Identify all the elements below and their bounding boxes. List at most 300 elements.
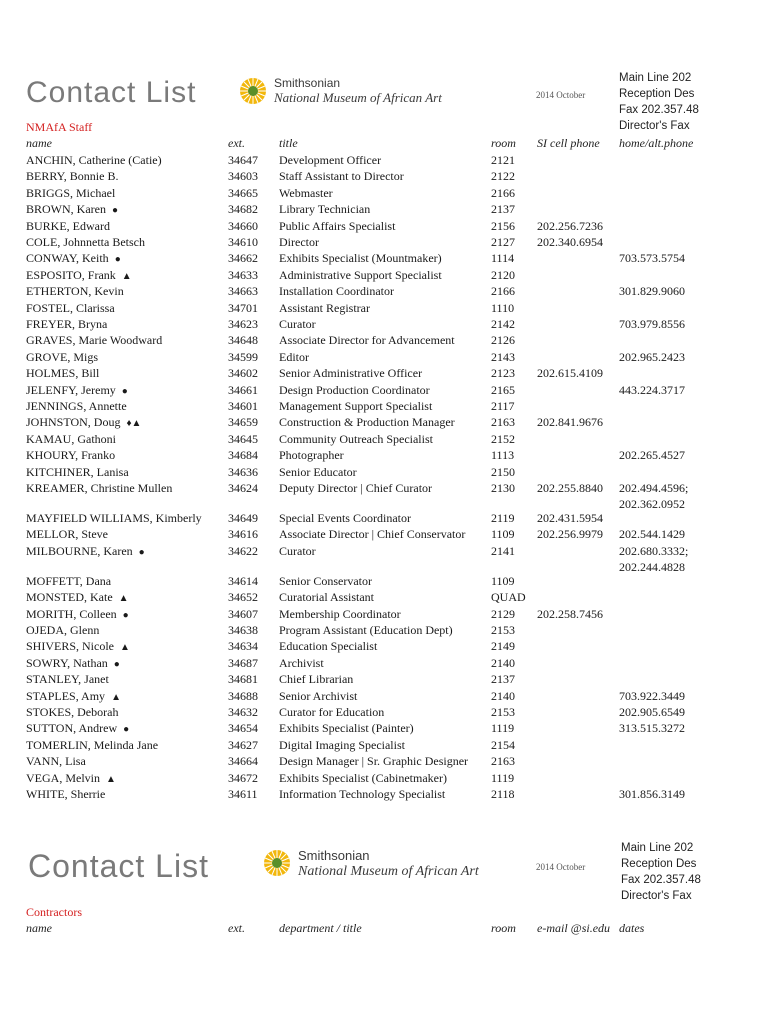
staff-name: SUTTON, Andrew — [26, 721, 118, 736]
staff-name: KAMAU, Gathoni — [26, 431, 116, 446]
status-marker-icon: ▲ — [121, 270, 132, 282]
room-cell: 2127 — [491, 235, 515, 249]
main-contact-block — [619, 70, 768, 134]
staff-name: ANCHIN, Catherine (Catie) — [26, 153, 162, 167]
contact-line: Main Line 202 — [619, 72, 692, 84]
date-label: 2014 October — [536, 90, 586, 100]
table-row — [0, 168, 768, 184]
staff-name: MELLOR, Steve — [26, 527, 108, 542]
staff-name: WHITE, Sherrie — [26, 787, 106, 801]
table-row — [0, 464, 768, 480]
home-phone-cell: 443.224.3717 — [619, 382, 685, 397]
ext-cell: 34681 — [228, 672, 258, 687]
name-cell — [26, 464, 129, 480]
title-cell: Associate Director for Advancement — [279, 333, 455, 348]
table-row — [0, 753, 768, 769]
ext-cell: 34672 — [228, 770, 258, 785]
title-cell: Community Outreach Specialist — [279, 431, 433, 446]
title-cell: Education Specialist — [279, 639, 378, 654]
table-row — [0, 638, 768, 654]
page-header-2 — [0, 840, 768, 920]
ext-cell: 34599 — [228, 349, 258, 364]
smithsonian-logo — [238, 74, 478, 114]
table-row — [0, 526, 768, 542]
cell-phone-cell: 202.256.7236 — [537, 218, 603, 233]
table-row — [0, 267, 768, 283]
ext-cell: 34684 — [228, 448, 258, 463]
staff-name: MONSTED, Kate — [26, 590, 113, 605]
table-row — [0, 622, 768, 638]
table-row — [0, 589, 768, 605]
name-cell — [26, 447, 115, 463]
name-cell — [26, 431, 116, 447]
room-cell: 2166 — [491, 185, 515, 200]
table-row — [0, 737, 768, 753]
home-phone-cell: 202.544.1429 — [619, 527, 685, 542]
column-header-cell: SI cell phone — [537, 136, 600, 150]
staff-name: SHIVERS, Nicole — [26, 639, 114, 654]
name-cell — [26, 573, 111, 589]
sunburst-logo-icon — [262, 848, 292, 878]
ext-cell: 34624 — [228, 481, 258, 495]
name-cell — [26, 753, 86, 769]
staff-name: STOKES, Deborah — [26, 705, 119, 719]
table-row — [0, 688, 768, 704]
column-header-department: department / title — [279, 921, 362, 935]
staff-name: OJEDA, Glenn — [26, 623, 100, 637]
title-cell: Curator — [279, 543, 316, 558]
title-cell: Curatorial Assistant — [279, 590, 374, 605]
ext-cell: 34661 — [228, 382, 258, 397]
room-cell: 2150 — [491, 464, 515, 479]
status-marker-icon: ▲ — [120, 642, 130, 654]
room-cell: 2123 — [491, 366, 515, 381]
status-marker-icon: ● — [123, 724, 130, 736]
room-cell: 2140 — [491, 655, 515, 670]
home-phone-cell: 202.265.4527 — [619, 448, 685, 463]
title-cell: Senior Conservator — [279, 573, 372, 588]
home-phone-cell: 703.922.3449 — [619, 688, 685, 703]
name-cell — [26, 606, 129, 624]
staff-name: MOFFETT, Dana — [26, 573, 112, 588]
status-marker-icon: ● — [113, 658, 120, 670]
name-cell — [26, 526, 108, 542]
ext-cell: 34688 — [228, 688, 258, 703]
title-cell: Archivist — [279, 655, 324, 670]
ext-cell: 34652 — [228, 590, 258, 605]
ext-cell: 34648 — [228, 333, 258, 348]
home-phone-cell: 301.856.3149 — [619, 787, 685, 801]
ext-cell: 34607 — [228, 606, 258, 621]
table-row — [0, 770, 768, 786]
status-marker-icon: ● — [138, 546, 145, 558]
ext-cell: 34601 — [228, 399, 258, 413]
staff-name: MAYFIELD WILLIAMS, Kimberly — [26, 511, 202, 525]
table-row — [0, 720, 768, 736]
name-cell — [26, 414, 141, 432]
logo-line-2: National Museum of African Art — [298, 864, 479, 879]
column-header-email: e-mail @si.edu — [537, 921, 611, 935]
table-row — [0, 218, 768, 234]
column-header-ext: ext. — [228, 921, 245, 935]
room-cell: 2143 — [491, 349, 515, 364]
staff-name: CONWAY, Keith — [26, 251, 109, 266]
title-cell: Administrative Support Specialist — [279, 267, 442, 282]
ext-cell: 34645 — [228, 431, 258, 446]
title-cell: Exhibits Specialist (Cabinetmaker) — [279, 770, 447, 785]
title-cell: Construction & Production Manager — [279, 415, 455, 430]
status-marker-icon: ● — [111, 205, 119, 217]
room-cell: 1114 — [491, 251, 515, 266]
room-cell: 2117 — [491, 399, 515, 413]
ext-cell: 34632 — [228, 705, 258, 719]
room-cell: 2129 — [491, 606, 515, 621]
name-cell — [26, 152, 162, 168]
ext-cell: 34687 — [228, 655, 258, 670]
room-cell: 2154 — [491, 737, 515, 752]
name-cell — [26, 589, 129, 607]
status-marker-icon: ● — [114, 254, 121, 266]
logo-line-1: Smithsonian — [298, 848, 370, 863]
cell-phone-cell: 202.255.8840 — [537, 481, 603, 495]
ext-cell: 34663 — [228, 284, 258, 299]
staff-name: VEGA, Melvin — [26, 770, 100, 785]
cell-phone-cell: 202.340.6954 — [537, 235, 603, 249]
room-cell: 2140 — [491, 688, 515, 703]
ext-cell: 34649 — [228, 511, 258, 525]
table-row — [0, 234, 768, 250]
ext-cell: 34622 — [228, 543, 258, 558]
room-cell: 2137 — [491, 202, 515, 217]
name-cell — [26, 622, 99, 638]
ext-cell: 34610 — [228, 235, 258, 249]
staff-name: JOHNSTON, Doug — [26, 415, 121, 430]
ext-cell: 34623 — [228, 317, 258, 331]
ext-cell: 34603 — [228, 169, 258, 184]
staff-name: MILBOURNE, Karen — [26, 543, 133, 558]
status-marker-icon: ▲ — [118, 593, 129, 605]
title-cell: Senior Educator — [279, 464, 357, 479]
room-cell: 2119 — [491, 511, 515, 525]
cell-phone-cell: 202.431.5954 — [537, 511, 603, 525]
ext-cell: 34611 — [228, 787, 258, 801]
table-row — [0, 414, 768, 430]
name-cell — [26, 638, 130, 656]
title-cell: Development Officer — [279, 153, 382, 167]
room-cell: 2126 — [491, 333, 515, 348]
staff-name: STANLEY, Janet — [26, 672, 109, 687]
room-cell: 2152 — [491, 431, 515, 446]
contact-line: Reception Des — [621, 858, 697, 870]
column-header-room: room — [491, 136, 516, 150]
staff-name: TOMERLIN, Melinda Jane — [26, 737, 159, 752]
table-row — [0, 655, 768, 671]
title-cell: Editor — [279, 349, 309, 364]
room-cell: 2141 — [491, 543, 515, 558]
title-cell: Design Manager | Sr. Graphic Designer — [279, 754, 469, 769]
staff-name: COLE, Johnnetta Betsch — [26, 235, 145, 249]
page-title-2: Contact List — [28, 848, 209, 884]
column-header-ext: ext. — [228, 136, 245, 150]
title-cell: Staff Assistant to Director — [279, 169, 404, 184]
name-cell — [26, 655, 120, 673]
title-cell: Digital Imaging Specialist — [279, 737, 405, 752]
cell-phone-cell: 202.841.9676 — [537, 415, 603, 430]
ext-cell: 34659 — [228, 415, 258, 430]
room-cell: 2137 — [491, 672, 515, 687]
room-cell: 2163 — [491, 415, 515, 430]
staff-name: HOLMES, Bill — [26, 366, 100, 381]
ext-cell: 34638 — [228, 623, 258, 637]
table-row — [0, 250, 768, 266]
room-cell: 1110 — [491, 300, 515, 315]
name-cell — [26, 737, 158, 753]
title-cell: Curator for Education — [279, 705, 385, 719]
ext-cell: 34664 — [228, 754, 258, 769]
name-cell — [26, 704, 118, 720]
home-phone-cell: 703.573.5754 — [619, 251, 685, 266]
title-cell: Installation Coordinator — [279, 284, 394, 299]
table-row — [0, 332, 768, 348]
room-cell: 1109 — [491, 573, 515, 588]
contact-line: Director's Fax — [621, 890, 692, 902]
name-cell — [26, 218, 110, 234]
ext-cell: 34614 — [228, 573, 258, 588]
room-cell: 2166 — [491, 284, 515, 299]
title-cell: Special Events Coordinator — [279, 511, 411, 525]
staff-name: ETHERTON, Kevin — [26, 284, 124, 299]
name-cell — [26, 349, 98, 365]
status-marker-icon: ▲ — [106, 773, 116, 785]
room-cell: 1119 — [491, 721, 515, 736]
title-cell: Associate Director | Chief Conservator — [279, 527, 466, 542]
contact-line: Fax 202.357.48 — [619, 104, 699, 116]
ext-cell: 34627 — [228, 737, 258, 752]
name-cell — [26, 185, 115, 201]
name-cell — [26, 480, 172, 496]
table-row — [0, 300, 768, 316]
staff-name: MORITH, Colleen — [26, 606, 117, 621]
table-row — [0, 185, 768, 201]
table-row — [0, 671, 768, 687]
room-cell: 1109 — [491, 527, 515, 542]
name-cell — [26, 168, 118, 184]
ext-cell: 34647 — [228, 153, 258, 167]
staff-name: KHOURY, Franko — [26, 448, 116, 463]
staff-name: KREAMER, Christine Mullen — [26, 481, 173, 495]
staff-name: KITCHINER, Lanisa — [26, 464, 129, 479]
page-title: Contact List — [26, 76, 197, 109]
staff-name: BERRY, Bonnie B. — [26, 169, 119, 184]
contact-line: Fax 202.357.48 — [621, 874, 701, 886]
column-header-dates: dates — [619, 921, 645, 935]
name-cell — [26, 786, 105, 802]
name-cell — [26, 316, 107, 332]
column-header-title: title — [279, 136, 298, 150]
title-cell: Program Assistant (Education Dept) — [279, 623, 453, 637]
title-cell: Assistant Registrar — [279, 300, 370, 315]
name-cell — [26, 398, 127, 414]
ext-cell: 34662 — [228, 251, 258, 266]
staff-name: BURKE, Edward — [26, 218, 110, 233]
staff-name: GRAVES, Marie Woodward — [26, 333, 163, 348]
title-cell: Director — [279, 235, 319, 249]
name-cell — [26, 300, 115, 316]
home-phone-cell: 301.829.9060 — [619, 284, 685, 299]
column-header-room: room — [491, 921, 516, 935]
name-cell — [26, 365, 99, 381]
staff-section-label: NMAfA Staff — [26, 120, 93, 134]
title-cell: Exhibits Specialist (Painter) — [279, 721, 414, 736]
name-cell — [26, 382, 128, 400]
title-cell: Membership Coordinator — [279, 606, 401, 621]
name-cell — [26, 510, 202, 526]
ext-cell: 34701 — [228, 300, 258, 315]
title-cell: Information Technology Specialist — [279, 787, 446, 801]
status-marker-icon: ● — [122, 609, 129, 621]
staff-name: BRIGGS, Michael — [26, 185, 116, 200]
name-cell — [26, 543, 145, 561]
ext-cell: 34616 — [228, 527, 258, 542]
contact-line: Reception Des — [619, 88, 695, 100]
alt-phone-cell: 202.362.0952 — [619, 497, 685, 511]
cell-phone-cell: 202.256.9979 — [537, 527, 603, 542]
logo-line-2: National Museum of African Art — [274, 90, 442, 105]
staff-name: ESPOSITO, Frank — [26, 267, 116, 282]
table-row — [0, 480, 768, 511]
staff-name: SOWRY, Nathan — [26, 655, 108, 670]
staff-name: JENNINGS, Annette — [26, 399, 127, 413]
table-row — [0, 786, 768, 802]
table-row — [0, 316, 768, 332]
title-cell: Photographer — [279, 448, 344, 463]
table-row — [0, 382, 768, 398]
home-phone-cell: 202.965.2423 — [619, 349, 685, 364]
cell-phone-cell: 202.258.7456 — [537, 606, 603, 621]
room-cell: 2156 — [491, 218, 515, 233]
ext-cell: 34660 — [228, 218, 258, 233]
title-cell: Senior Archivist — [279, 688, 358, 703]
room-cell: 2149 — [491, 639, 515, 654]
table-row — [0, 365, 768, 381]
title-cell: Chief Librarian — [279, 672, 354, 687]
ext-cell: 34665 — [228, 185, 258, 200]
ext-cell: 34682 — [228, 202, 258, 217]
title-cell: Design Production Coordinator — [279, 382, 430, 397]
home-phone-cell: 202.905.6549 — [619, 705, 685, 719]
alt-phone-cell: 202.244.4828 — [619, 559, 685, 574]
home-phone-cell: 202.680.3332; — [619, 543, 689, 558]
table-row — [0, 447, 768, 463]
room-cell: 1119 — [491, 770, 515, 785]
room-cell: QUAD — [491, 590, 526, 605]
contractors-section-label: Contractors — [26, 905, 82, 919]
status-marker-icon: ♦▲ — [126, 418, 142, 430]
contact-line: Main Line 202 — [621, 842, 694, 854]
table-row — [0, 283, 768, 299]
name-cell — [26, 671, 109, 687]
staff-name: FOSTEL, Clarissa — [26, 300, 115, 315]
room-cell: 2121 — [491, 153, 515, 167]
room-cell: 2118 — [491, 787, 515, 801]
ext-cell: 34636 — [228, 464, 258, 479]
table-row — [0, 398, 768, 414]
smithsonian-logo-2 — [262, 846, 502, 886]
ext-cell: 34602 — [228, 366, 258, 381]
name-cell — [26, 267, 132, 285]
column-header-home: home/alt.phone — [619, 136, 694, 150]
title-cell: Webmaster — [279, 185, 333, 200]
column-header-name: name — [26, 921, 52, 935]
room-cell: 2165 — [491, 382, 515, 397]
title-cell: Library Technician — [279, 202, 371, 217]
sunburst-logo-icon — [238, 76, 268, 106]
name-cell — [26, 250, 121, 268]
ext-cell: 34633 — [228, 267, 258, 282]
staff-name: GROVE, Migs — [26, 349, 99, 364]
column-header-name: name — [26, 136, 52, 150]
table-row — [0, 510, 768, 526]
staff-name: JELENFY, Jeremy — [26, 382, 116, 397]
table-row — [0, 573, 768, 589]
home-phone-cell: 313.515.3272 — [619, 721, 685, 736]
title-cell: Curator — [279, 317, 316, 331]
logo-line-1: Smithsonian — [274, 76, 341, 90]
title-cell: Public Affairs Specialist — [279, 218, 396, 233]
table-row — [0, 431, 768, 447]
name-cell — [26, 770, 116, 788]
table-row — [0, 201, 768, 217]
table-row — [0, 704, 768, 720]
name-cell — [26, 201, 118, 219]
cell-phone-cell: 202.615.4109 — [537, 366, 603, 381]
room-cell: 2153 — [491, 623, 515, 637]
staff-name: STAPLES, Amy — [26, 688, 106, 703]
name-cell — [26, 234, 145, 250]
room-cell: 2142 — [491, 317, 515, 331]
date-label-2: 2014 October — [536, 862, 586, 872]
status-marker-icon: ● — [121, 385, 128, 397]
title-cell: Management Support Specialist — [279, 399, 433, 413]
staff-name: FREYER, Bryna — [26, 317, 108, 331]
title-cell: Senior Administrative Officer — [279, 366, 423, 381]
ext-cell: 34654 — [228, 721, 258, 736]
home-phone-cell: 703.979.8556 — [619, 317, 685, 331]
room-cell: 2163 — [491, 754, 515, 769]
room-cell: 2122 — [491, 169, 515, 184]
title-cell: Deputy Director | Chief Curator — [279, 481, 433, 495]
table-row — [0, 349, 768, 365]
table-row — [0, 543, 768, 574]
name-cell — [26, 688, 121, 706]
room-cell: 2120 — [491, 267, 515, 282]
status-marker-icon: ▲ — [111, 691, 121, 703]
table-row — [0, 152, 768, 168]
home-phone-cell: 202.494.4596; — [619, 481, 689, 495]
room-cell: 1113 — [491, 448, 515, 463]
ext-cell: 34634 — [228, 639, 258, 654]
table-row — [0, 606, 768, 622]
main-contact-block-2 — [621, 840, 768, 904]
room-cell: 2130 — [491, 481, 515, 495]
contact-line: Director's Fax — [619, 120, 690, 132]
staff-name: VANN, Lisa — [26, 754, 86, 769]
name-cell — [26, 283, 124, 299]
name-cell — [26, 720, 129, 738]
title-cell: Exhibits Specialist (Mountmaker) — [279, 251, 442, 266]
staff-name: BROWN, Karen — [26, 202, 106, 217]
name-cell — [26, 332, 162, 348]
